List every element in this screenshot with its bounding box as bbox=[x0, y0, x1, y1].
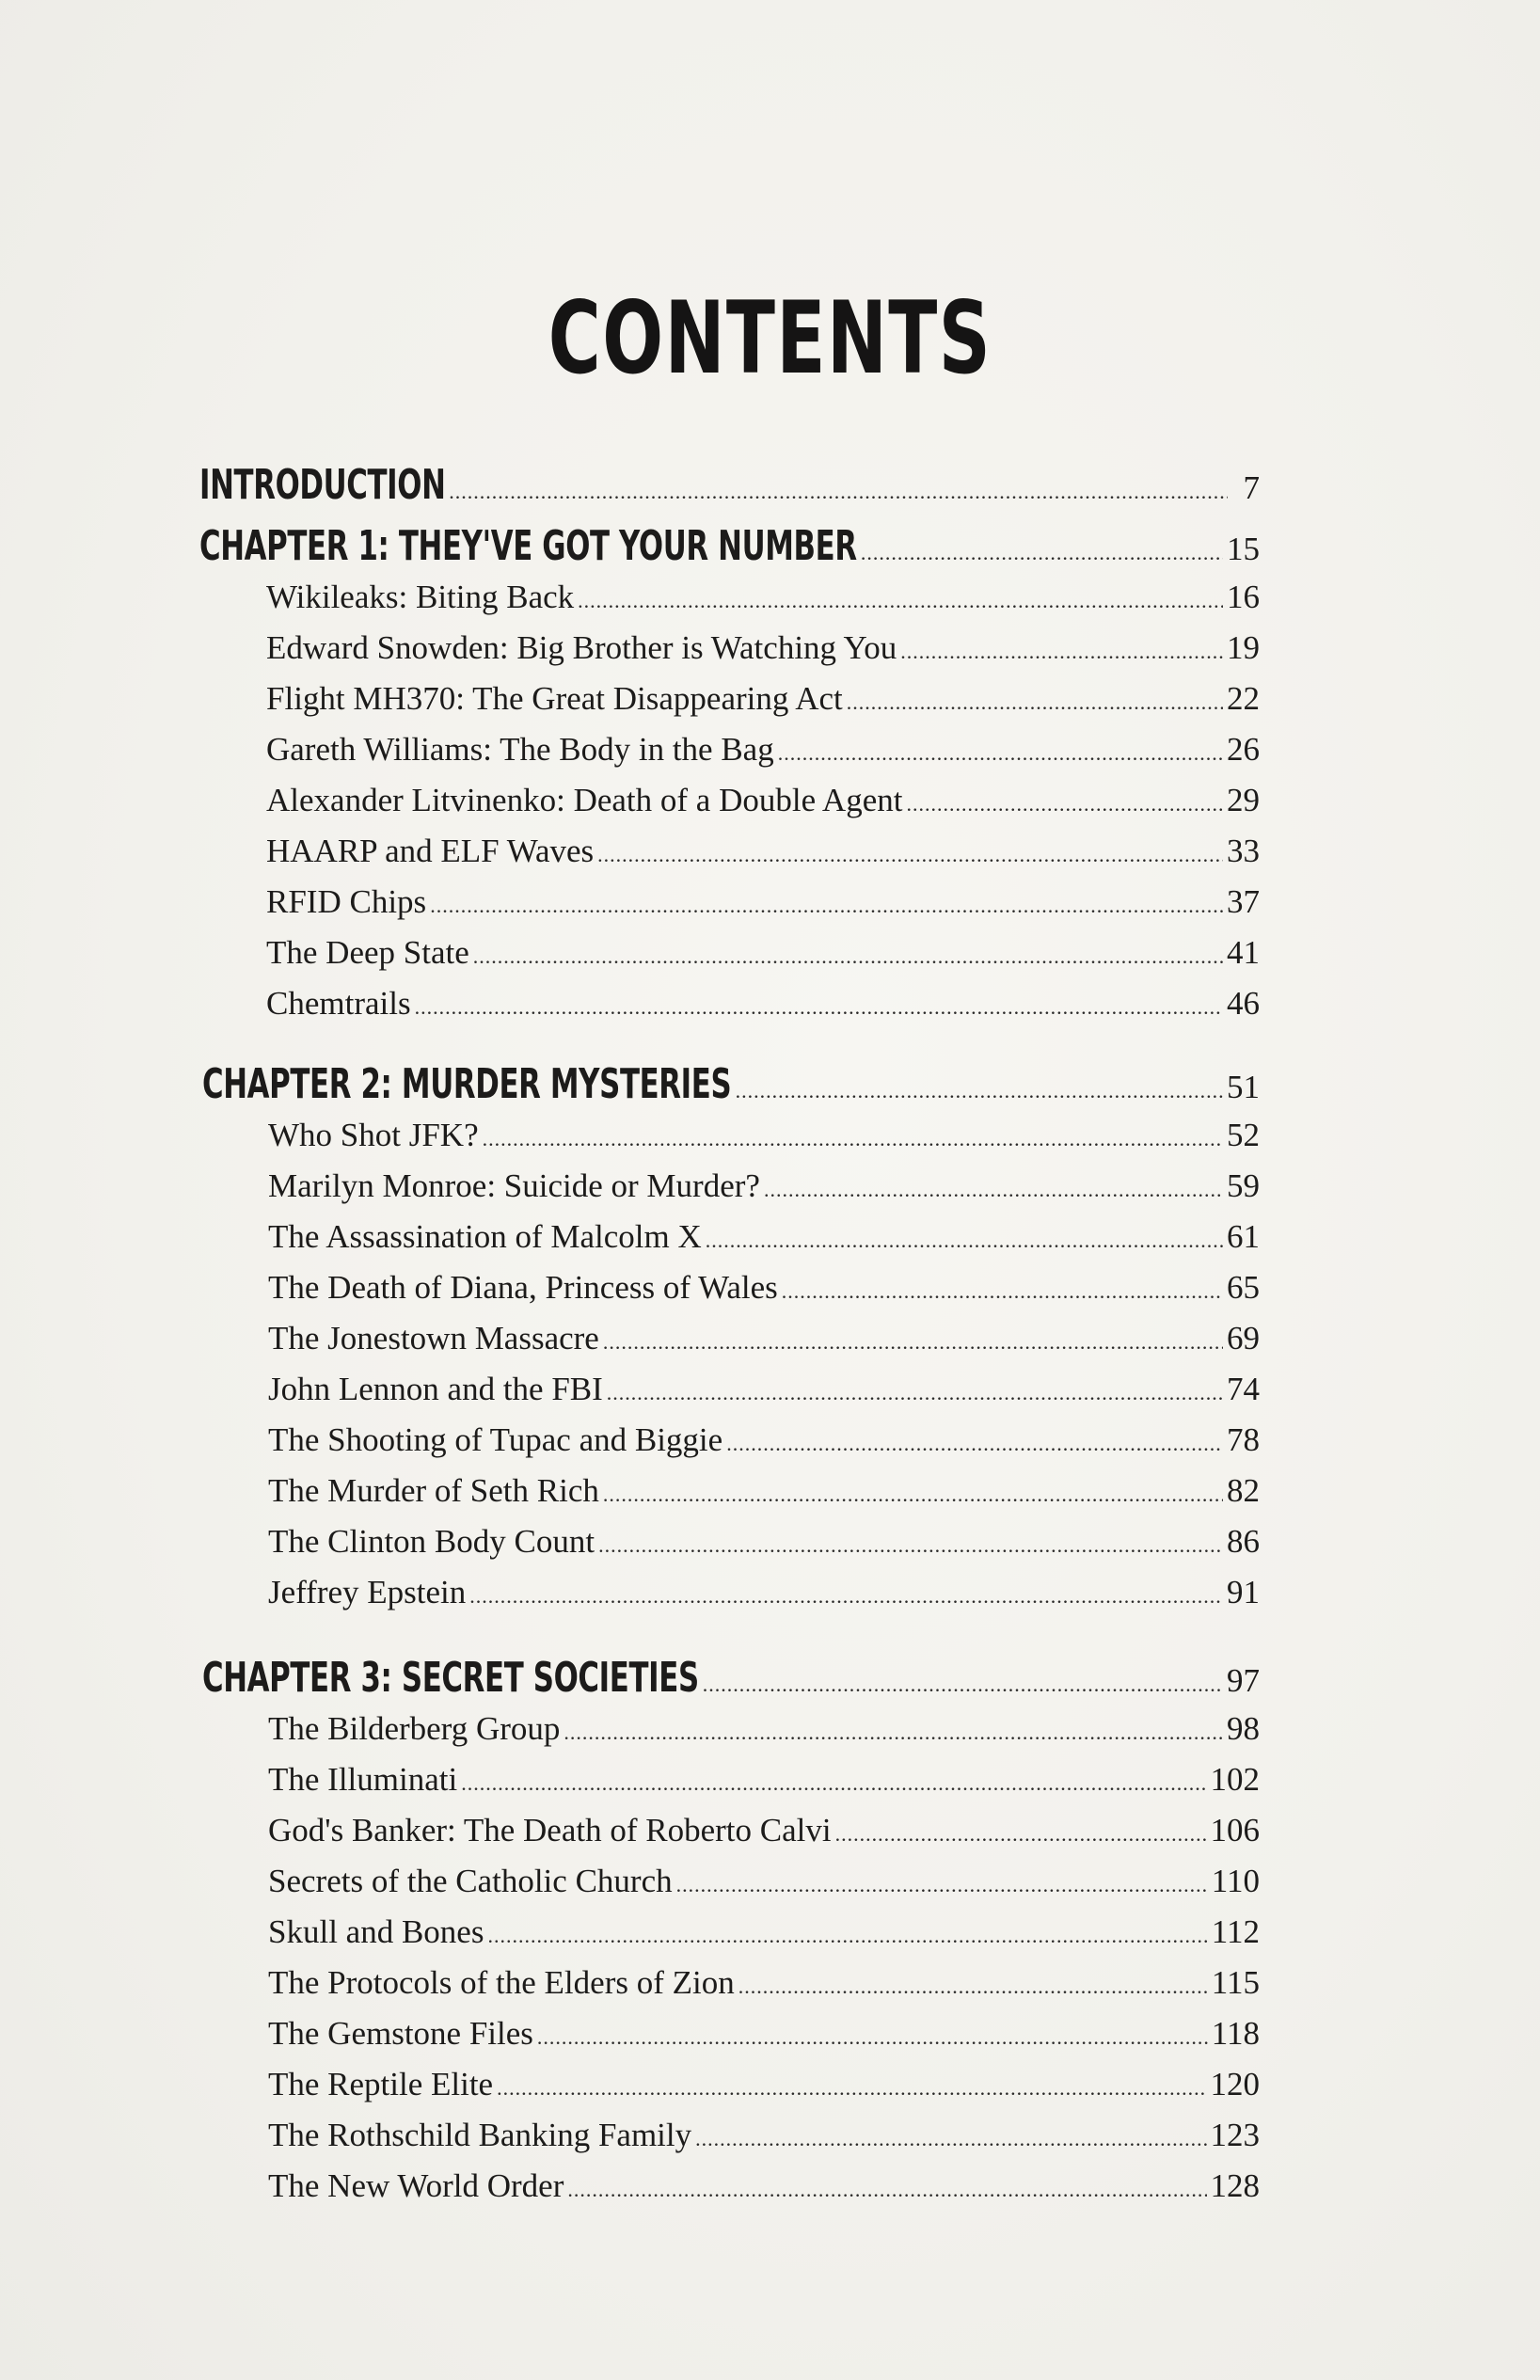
dot-leader bbox=[483, 1127, 1223, 1151]
page-number: 123 bbox=[1210, 2117, 1260, 2153]
toc-entry bbox=[268, 2117, 1260, 2164]
dot-leader bbox=[906, 792, 1223, 817]
toc-entry bbox=[266, 934, 1260, 981]
dot-leader bbox=[473, 944, 1223, 969]
toc-entry bbox=[268, 1523, 1260, 1570]
dot-leader bbox=[469, 1584, 1223, 1609]
entry-title: The Gemstone Files bbox=[268, 2015, 533, 2052]
dot-leader bbox=[706, 1229, 1223, 1253]
entry-title: The Reptile Elite bbox=[268, 2066, 494, 2102]
dot-leader bbox=[861, 541, 1223, 565]
toc-entry bbox=[266, 629, 1260, 676]
toc-chapter-1 bbox=[199, 522, 1260, 569]
entry-title: The Illuminati bbox=[268, 1761, 458, 1798]
dot-leader bbox=[736, 1079, 1223, 1103]
page-number: 115 bbox=[1211, 1964, 1260, 2001]
dot-leader bbox=[578, 589, 1223, 613]
toc-entry bbox=[268, 2015, 1260, 2062]
dot-leader bbox=[603, 1483, 1223, 1507]
entry-title: The Jonestown Massacre bbox=[268, 1320, 599, 1357]
page-number: 22 bbox=[1227, 680, 1260, 717]
page-number: 41 bbox=[1227, 934, 1260, 971]
page-number: 59 bbox=[1227, 1167, 1260, 1204]
dot-leader bbox=[703, 1673, 1223, 1697]
page-number: 91 bbox=[1227, 1574, 1260, 1610]
dot-leader bbox=[449, 480, 1228, 504]
page-number: 29 bbox=[1227, 782, 1260, 818]
entry-title: Who Shot JFK? bbox=[268, 1117, 479, 1153]
toc-entry bbox=[268, 1371, 1260, 1418]
dot-leader bbox=[835, 1822, 1207, 1847]
toc-entry bbox=[268, 1863, 1260, 1910]
dot-leader bbox=[461, 1771, 1206, 1796]
dot-leader bbox=[415, 995, 1223, 1020]
toc-chapter-3 bbox=[202, 1654, 1260, 1701]
page-number: 78 bbox=[1227, 1421, 1260, 1458]
toc-entry bbox=[268, 1167, 1260, 1214]
toc-entry bbox=[268, 2167, 1260, 2214]
toc-entry bbox=[266, 731, 1260, 778]
toc-entry bbox=[268, 1964, 1260, 2011]
entry-title: The Rothschild Banking Family bbox=[268, 2117, 692, 2153]
toc-entry bbox=[266, 883, 1260, 930]
entry-title: Chemtrails bbox=[266, 985, 411, 1022]
toc-entry bbox=[268, 1421, 1260, 1468]
entry-title: Wikileaks: Biting Back bbox=[266, 579, 575, 615]
page-number: 19 bbox=[1227, 629, 1260, 666]
dot-leader bbox=[487, 1924, 1207, 1948]
entry-title: Marilyn Monroe: Suicide or Murder? bbox=[268, 1167, 760, 1204]
dot-leader bbox=[497, 2076, 1206, 2101]
entry-title: God's Banker: The Death of Roberto Calvi bbox=[268, 1812, 832, 1848]
entry-title: Edward Snowden: Big Brother is Watching You bbox=[266, 629, 897, 666]
toc-entry bbox=[268, 1812, 1260, 1859]
page-number: 110 bbox=[1211, 1863, 1260, 1899]
entry-title: The Deep State bbox=[266, 934, 469, 971]
toc-entry bbox=[268, 1117, 1260, 1164]
entry-title: The Bilderberg Group bbox=[268, 1710, 561, 1747]
entry-title: Secrets of the Catholic Church bbox=[268, 1863, 673, 1899]
entry-title: Jeffrey Epstein bbox=[268, 1574, 467, 1610]
entry-title: The Assassination of Malcolm X bbox=[268, 1218, 702, 1255]
toc-entry bbox=[268, 1761, 1260, 1808]
page-number: 86 bbox=[1227, 1523, 1260, 1560]
dot-leader bbox=[567, 2178, 1206, 2202]
page-number: 26 bbox=[1227, 731, 1260, 768]
entry-title: Skull and Bones bbox=[268, 1913, 484, 1950]
entry-title: Flight MH370: The Great Disappearing Act bbox=[266, 680, 843, 717]
dot-leader bbox=[726, 1432, 1223, 1456]
chapter-title: CHAPTER 1: THEY'VE GOT YOUR NUMBER bbox=[199, 522, 857, 570]
chapter-title: CHAPTER 3: SECRET SOCIETIES bbox=[202, 1654, 699, 1702]
page-number: 128 bbox=[1210, 2167, 1260, 2204]
entry-title: HAARP and ELF Waves bbox=[266, 833, 595, 869]
page-number: 106 bbox=[1210, 1812, 1260, 1848]
toc-entry bbox=[266, 579, 1260, 626]
dot-leader bbox=[676, 1873, 1208, 1897]
page-number: 7 bbox=[1243, 469, 1260, 506]
dot-leader bbox=[847, 690, 1223, 715]
dot-leader bbox=[603, 1330, 1223, 1355]
entry-title: Gareth Williams: The Body in the Bag bbox=[266, 731, 774, 768]
page-number: 102 bbox=[1210, 1761, 1260, 1798]
page-number: 33 bbox=[1227, 833, 1260, 869]
chapter-title: INTRODUCTION bbox=[199, 461, 446, 509]
dot-leader bbox=[607, 1381, 1223, 1405]
dot-leader bbox=[597, 843, 1223, 867]
toc-chapter-2 bbox=[202, 1060, 1260, 1107]
toc-entry bbox=[268, 1574, 1260, 1621]
toc-entry bbox=[266, 985, 1260, 1032]
entry-title: The Clinton Body Count bbox=[268, 1523, 595, 1560]
page-number: 65 bbox=[1227, 1269, 1260, 1306]
page-number: 120 bbox=[1210, 2066, 1260, 2102]
page-title: CONTENTS bbox=[548, 280, 992, 396]
dot-leader bbox=[738, 1975, 1208, 1999]
dot-leader bbox=[900, 640, 1223, 664]
page-number: 97 bbox=[1227, 1662, 1260, 1699]
entry-title: Alexander Litvinenko: Death of a Double Agent bbox=[266, 782, 903, 818]
page-number: 51 bbox=[1227, 1069, 1260, 1105]
toc-entry bbox=[268, 1710, 1260, 1757]
page-number: 82 bbox=[1227, 1472, 1260, 1509]
page-number: 37 bbox=[1227, 883, 1260, 920]
toc-entry bbox=[266, 782, 1260, 829]
toc-entry bbox=[268, 1218, 1260, 1265]
entry-title: The New World Order bbox=[268, 2167, 564, 2204]
page-number: 118 bbox=[1211, 2015, 1260, 2052]
page-number: 112 bbox=[1211, 1913, 1260, 1950]
toc-entry bbox=[268, 1472, 1260, 1519]
dot-leader bbox=[782, 1279, 1223, 1304]
page-number: 46 bbox=[1227, 985, 1260, 1022]
entry-title: The Death of Diana, Princess of Wales bbox=[268, 1269, 778, 1306]
toc-introduction bbox=[199, 461, 1260, 508]
page-number: 74 bbox=[1227, 1371, 1260, 1407]
entry-title: RFID Chips bbox=[266, 883, 427, 920]
toc-entry bbox=[268, 1320, 1260, 1367]
dot-leader bbox=[537, 2025, 1208, 2050]
chapter-title: CHAPTER 2: MURDER MYSTERIES bbox=[202, 1060, 732, 1108]
dot-leader bbox=[778, 741, 1223, 766]
page-number: 15 bbox=[1227, 531, 1260, 567]
page-number: 61 bbox=[1227, 1218, 1260, 1255]
dot-leader bbox=[564, 1721, 1223, 1745]
dot-leader bbox=[598, 1533, 1223, 1558]
dot-leader bbox=[430, 894, 1223, 918]
toc-entry bbox=[266, 833, 1260, 880]
toc-entry bbox=[266, 680, 1260, 727]
entry-title: The Protocols of the Elders of Zion bbox=[268, 1964, 735, 2001]
entry-title: John Lennon and the FBI bbox=[268, 1371, 603, 1407]
entry-title: The Murder of Seth Rich bbox=[268, 1472, 599, 1509]
dot-leader bbox=[695, 2127, 1206, 2151]
toc-entry bbox=[268, 1269, 1260, 1316]
page-number: 52 bbox=[1227, 1117, 1260, 1153]
page-number: 69 bbox=[1227, 1320, 1260, 1357]
entry-title: The Shooting of Tupac and Biggie bbox=[268, 1421, 723, 1458]
dot-leader bbox=[764, 1178, 1223, 1202]
page-number: 16 bbox=[1227, 579, 1260, 615]
page-number: 98 bbox=[1227, 1710, 1260, 1747]
toc-entry bbox=[268, 2066, 1260, 2113]
toc-entry bbox=[268, 1913, 1260, 1960]
